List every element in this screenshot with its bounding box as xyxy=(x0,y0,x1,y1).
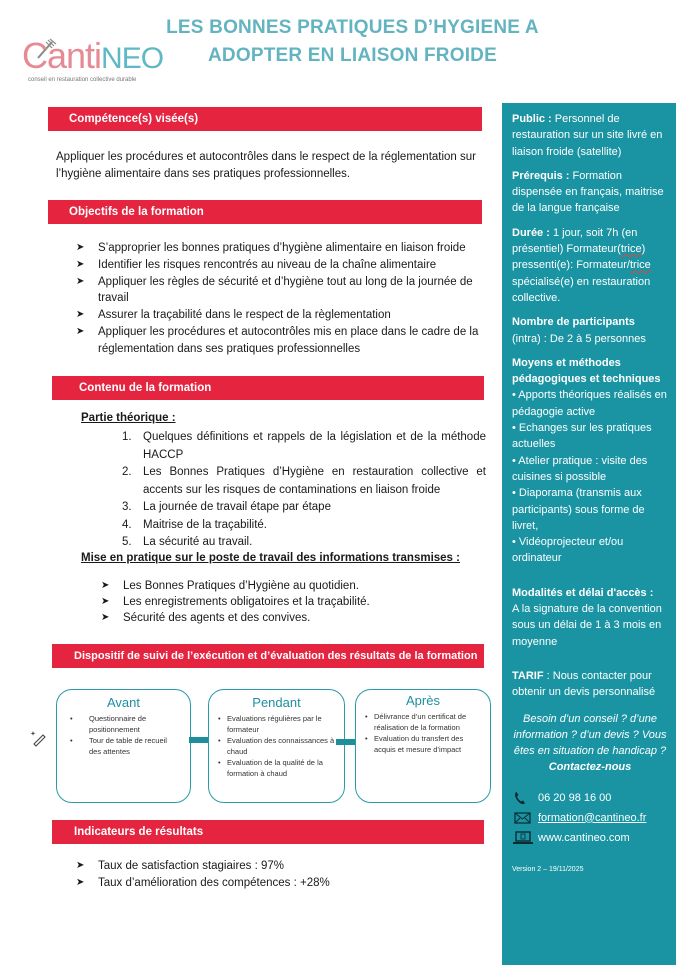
arrow-bullet-icon: ➤ xyxy=(101,596,110,607)
list-item: • Apports théoriques réalisés en pédagogie active xyxy=(512,389,667,418)
section-heading-objectifs: Objectifs de la formation xyxy=(48,200,482,224)
list-item: • Evaluations régulières par le formateur xyxy=(218,714,322,734)
phone-icon xyxy=(512,791,534,805)
arrow-bullet-icon: ➤ xyxy=(76,876,85,888)
pen-sparkle-icon xyxy=(30,729,48,747)
list-item: 1. Quelques définitions et rappels de la législation et de la méthode HACCP xyxy=(122,431,486,461)
arrow-bullet-icon: ➤ xyxy=(76,258,85,270)
moyens-info: Moyens et méthodes pédagogiques et techniques • Apports théoriques réalisés en pédagogie active • Echanges sur les pratiques actuelles • Atelier pratique : visite des cuisines si possible • Diaporama (transmis aux participants) sous forme de livret, • Vidéoprojecteur et/ou ordinateur xyxy=(512,355,668,567)
list-item: ➤ Identifier les risques rencontrés au niveau de la chaîne alimentaire xyxy=(76,257,480,274)
pratique-list xyxy=(101,578,481,626)
list-item: • Vidéoprojecteur et/ou ordinateur xyxy=(512,536,624,565)
section-heading-dispositif: Dispositif de suivi de l’exécution et d’évaluation des résultats de la formation xyxy=(52,644,484,668)
list-item: ➤ Appliquer les règles de sécurité et d’hygiène tout au long de la journée de travail xyxy=(76,275,473,305)
arrow-bullet-icon: ➤ xyxy=(101,612,110,623)
process-box-list xyxy=(356,711,490,755)
section-heading-contenu: Contenu de la formation xyxy=(52,376,484,400)
list-item: • Evaluation de la qualité de la formation à chaud xyxy=(218,758,323,778)
list-item: 2. Les Bonnes Pratiques d’Hygiène en restauration collective et accents sur les risques de contaminations en liaison froide xyxy=(122,466,486,496)
process-box-title: Avant xyxy=(106,695,140,710)
list-item: ➤ Appliquer les procédures et autocontrôles mis en place dans le cadre de la réglementation dans ses pratiques professionnelles xyxy=(76,325,479,355)
phone-number[interactable]: 06 20 98 16 00 xyxy=(538,791,612,804)
phone-row xyxy=(512,790,668,806)
list-item: ➤ Taux d’amélioration des compétences : +28% xyxy=(76,875,476,892)
contact-us-link[interactable]: Contactez-nous xyxy=(548,761,632,774)
list-item: 3. La journée de travail étape par étape xyxy=(122,501,331,513)
competences-text: Appliquer les procédures et autocontrôles dans le respect de la réglementation sur l’hygiène alimentaire dans ses pratiques professionnelles. xyxy=(56,151,476,180)
list-item: 5. La sécurité au travail. xyxy=(122,536,253,548)
list-item: • Echanges sur les pratiques actuelles xyxy=(512,422,652,451)
logo-tagline: conseil en restauration collective durable xyxy=(28,77,137,83)
list-item: • Atelier pratique : visite des cuisines si possible xyxy=(512,454,648,483)
arrow-bullet-icon: ➤ xyxy=(101,580,110,591)
list-item: ➤ Taux de satisfaction stagiaires : 97% xyxy=(76,858,476,875)
process-box-list xyxy=(209,713,344,779)
tarif-info: TARIF : Nous contacter pour obtenir un devis personnalisé xyxy=(512,669,656,699)
contact-block xyxy=(512,790,668,878)
objectifs-list xyxy=(76,240,480,358)
indicateurs-list xyxy=(76,858,476,892)
list-item: ➤ Assurer la traçabilité dans le respect de la règlementation xyxy=(76,307,480,324)
list-item: ➤ Sécurité des agents et des convives. xyxy=(101,612,311,624)
info-sidebar xyxy=(502,103,676,965)
modalites-info: Modalités et délai d'accès : A la signature de la convention sous un délai de 1 à 3 mois en moyenne xyxy=(512,586,662,648)
list-item: • Délivrance d’un certificat de réalisation de la formation xyxy=(365,712,467,732)
page-title xyxy=(140,14,565,70)
email-row xyxy=(512,810,668,826)
arrow-bullet-icon: ➤ xyxy=(76,242,85,253)
arrow-bullet-icon: ➤ xyxy=(76,860,85,871)
list-item: • Evaluation du transfert des acquis et mesure d’impact xyxy=(365,734,464,754)
section-heading-indicateurs: Indicateurs de résultats xyxy=(52,820,484,844)
duree-info: Durée : 1 jour, soit 7h (en présentiel) Formateur(trice) pressenti(e): Formateur/trice spécialisé(e) en restauration collective. xyxy=(512,226,651,304)
list-item: ➤ S’approprier les bonnes pratiques d’hygiène alimentaire en liaison froide xyxy=(76,240,480,257)
list-item: ➤ Les enregistrements obligatoires et la traçabilité. xyxy=(101,596,370,608)
version-label: Version 2 – 19/11/2025 xyxy=(512,865,584,873)
website-link[interactable]: www.cantineo.com xyxy=(538,831,630,844)
arrow-bullet-icon: ➤ xyxy=(76,275,85,287)
prerequis-info: Prérequis : Formation dispensée en français, maitrise de la langue française xyxy=(512,169,664,215)
title-line-1: LES BONNES PRATIQUES D’HYGIENE A xyxy=(166,17,539,38)
process-box-apres xyxy=(355,689,491,803)
envelope-icon xyxy=(512,811,534,825)
section-heading-competences: Compétence(s) visée(s) xyxy=(48,107,482,131)
contact-cta: Besoin d’un conseil ? d’une information ? d’un devis ? Vous êtes en situation de handicap ? Contactez-nous xyxy=(513,712,667,774)
list-item: 4. Maitrise de la traçabilité. xyxy=(122,518,267,531)
website-row xyxy=(512,830,668,846)
process-box-avant xyxy=(56,689,191,803)
list-item: ➤ Les Bonnes Pratiques d’Hygiène au quotidien. xyxy=(101,580,359,592)
list-item: • Questionnaire de positionnement xyxy=(70,714,147,734)
list-item: • Tour de table de recueil des attentes xyxy=(70,736,167,756)
process-box-pendant xyxy=(208,689,345,803)
pratique-label: Mise en pratique sur le poste de travail des informations transmises : xyxy=(81,552,460,564)
list-item: • Diaporama (transmis aux participants) sous forme de livret, xyxy=(512,487,645,532)
process-box-title: Pendant xyxy=(252,695,301,710)
title-line-2: ADOPTER EN LIAISON FROIDE xyxy=(208,45,497,66)
list-item: • Evaluation des connaissances à chaud xyxy=(218,736,335,756)
arrow-bullet-icon: ➤ xyxy=(76,309,85,321)
theorique-list xyxy=(122,429,486,552)
arrow-bullet-icon: ➤ xyxy=(76,325,85,337)
email-link[interactable]: formation@cantineo.fr xyxy=(538,811,647,824)
theorique-label: Partie théorique : xyxy=(81,412,176,424)
process-box-title: Après xyxy=(406,693,440,708)
participants-info: Nombre de participants (intra) : De 2 à 5 personnes xyxy=(512,316,646,345)
public-info: Public : Personnel de restauration sur un site livré en liaison froide (satellite) xyxy=(512,113,663,158)
logo-wordmark: CantiNEO xyxy=(22,35,164,76)
laptop-icon xyxy=(512,831,534,845)
process-box-list xyxy=(57,713,190,757)
